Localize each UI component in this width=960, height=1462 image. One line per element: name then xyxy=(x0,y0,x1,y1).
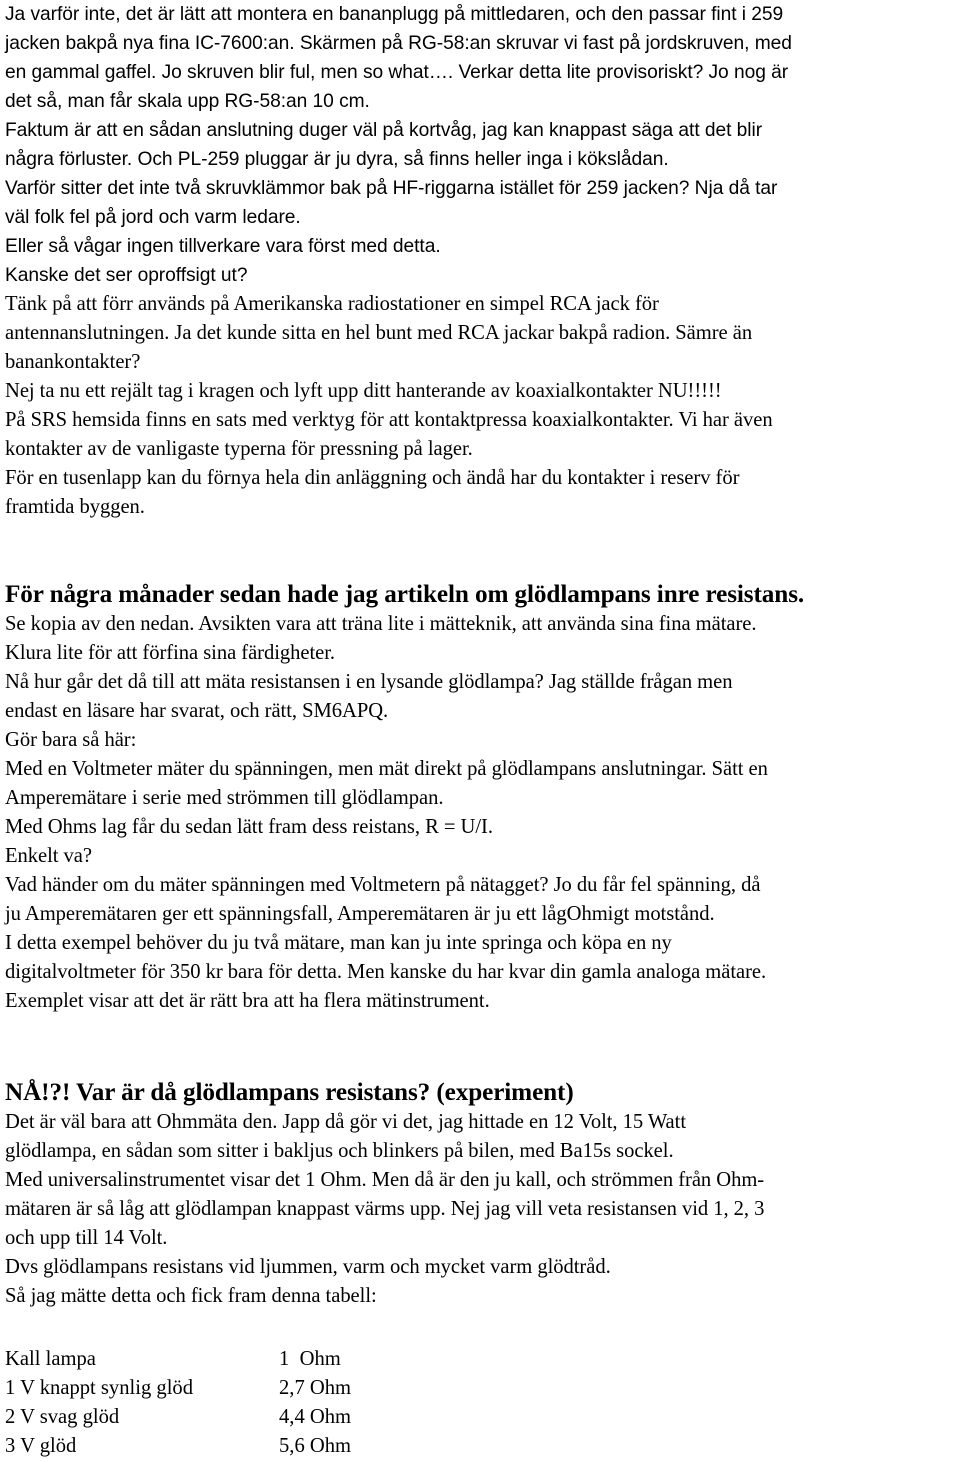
resistance-table-wrapper xyxy=(5,1345,955,1461)
table-row xyxy=(5,1374,351,1403)
intro-line: kontakter av de vanligaste typerna för pressning på lager. xyxy=(5,438,473,460)
resistance-table xyxy=(5,1345,351,1461)
section-heading: För några månader sedan hade jag artikeln om glödlampans inre resistans. xyxy=(5,581,805,608)
body-line: Dvs glödlampans resistans vid ljummen, varm och mycket varm glödtråd. xyxy=(5,1256,611,1278)
body-line: Nå hur går det då till att mäta resistansen i en lysande glödlampa? Jag ställde frågan men xyxy=(5,671,733,693)
section-heading: NÅ!?! Var är då glödlampans resistans? (experiment) xyxy=(5,1079,574,1106)
intro-line: väl folk fel på jord och varm ledare. xyxy=(5,207,301,228)
intro-section xyxy=(5,0,955,522)
condition-cell: 2 V svag glöd xyxy=(5,1406,120,1428)
body-line: Med Ohms lag får du sedan lätt fram dess reistans, R = U/I. xyxy=(5,816,493,838)
table-row xyxy=(5,1345,351,1374)
table-row xyxy=(5,1403,351,1432)
body-line: mätaren är så låg att glödlampan knappast värms upp. Nej jag vill veta resistansen vid 1, 2, 3 xyxy=(5,1198,765,1220)
intro-line: Ja varför inte, det är lätt att montera en bananplugg på mittledaren, och den passar fint i 259 xyxy=(5,4,784,25)
body-line: Exemplet visar att det är rätt bra att ha flera mätinstrument. xyxy=(5,990,490,1012)
condition-cell: Kall lampa xyxy=(5,1348,96,1370)
intro-line: några förluster. Och PL-259 pluggar är ju dyra, så finns heller inga i kökslådan. xyxy=(5,149,669,170)
resistance-cell: 1 Ohm xyxy=(279,1348,341,1370)
body-line: Så jag mätte detta och fick fram denna tabell: xyxy=(5,1285,377,1307)
body-line: endast en läsare har svarat, och rätt, SM6APQ. xyxy=(5,700,389,722)
intro-line: antennanslutningen. Ja det kunde sitta en hel bunt med RCA jackar bakpå radion. Sämre än xyxy=(5,322,753,344)
table-row xyxy=(5,1432,351,1461)
section-measurement xyxy=(5,580,955,1016)
intro-line: det så, man får skala upp RG-58:an 10 cm. xyxy=(5,91,370,112)
body-line: I detta exempel behöver du ju två mätare, man kan ju inte springa och köpa en ny xyxy=(5,932,672,954)
intro-line: För en tusenlapp kan du förnya hela din anläggning och ändå har du kontakter i reserv för xyxy=(5,467,740,489)
body-line: Vad händer om du mäter spänningen med Voltmetern på nätagget? Jo du får fel spänning, då xyxy=(5,874,761,896)
body-line: och upp till 14 Volt. xyxy=(5,1227,168,1249)
body-line: Klura lite för att förfina sina färdigheter. xyxy=(5,642,336,664)
intro-line: framtida byggen. xyxy=(5,496,145,518)
body-line: glödlampa, en sådan som sitter i bakljus och blinkers på bilen, med Ba15s sockel. xyxy=(5,1140,674,1162)
body-line: digitalvoltmeter för 350 kr bara för detta. Men kanske du har kvar din gamla analoga mätare. xyxy=(5,961,767,983)
body-line: Med en Voltmeter mäter du spänningen, men mät direkt på glödlampans anslutningar. Sätt en xyxy=(5,758,768,780)
intro-line: Tänk på att förr används på Amerikanska radiostationer en simpel RCA jack för xyxy=(5,293,659,315)
intro-line: en gammal gaffel. Jo skruven blir ful, men so what…. Verkar detta lite provisoriskt? Jo nog är xyxy=(5,62,789,83)
body-line: Amperemätare i serie med strömmen till glödlampan. xyxy=(5,787,444,809)
body-line: ju Amperemätaren ger ett spänningsfall, Amperemätaren är ju ett lågOhmigt motstånd. xyxy=(5,903,715,925)
intro-line: Varför sitter det inte två skruvklämmor bak på HF-riggarna istället för 259 jacken? Nja då tar xyxy=(5,178,778,199)
resistance-cell: 5,6 Ohm xyxy=(279,1435,352,1457)
body-line: Det är väl bara att Ohmmäta den. Japp då gör vi det, jag hittade en 12 Volt, 15 Watt xyxy=(5,1111,686,1133)
body-line: Se kopia av den nedan. Avsikten vara att träna lite i mätteknik, att använda sina fina mätare. xyxy=(5,613,757,635)
section-experiment xyxy=(5,1078,955,1311)
intro-line: jacken bakpå nya fina IC-7600:an. Skärmen på RG-58:an skruvar vi fast på jordskruven, med xyxy=(5,33,792,54)
body-line: Med universalinstrumentet visar det 1 Ohm. Men då är den ju kall, och strömmen från Ohm- xyxy=(5,1169,765,1191)
intro-line: Faktum är att en sådan anslutning duger väl på kortvåg, jag kan knappast säga att det blir xyxy=(5,120,763,141)
condition-cell: 1 V knappt synlig glöd xyxy=(5,1377,194,1399)
condition-cell: 3 V glöd xyxy=(5,1435,77,1457)
intro-line: Eller så vågar ingen tillverkare vara först med detta. xyxy=(5,236,441,257)
body-line: Enkelt va? xyxy=(5,845,92,867)
resistance-cell: 2,7 Ohm xyxy=(279,1377,352,1399)
intro-line: Nej ta nu ett rejält tag i kragen och lyft upp ditt hanterande av koaxialkontakter NU!!!!! xyxy=(5,380,722,402)
intro-line: banankontakter? xyxy=(5,351,141,373)
resistance-cell: 4,4 Ohm xyxy=(279,1406,352,1428)
body-line: Gör bara så här: xyxy=(5,729,137,751)
intro-line: På SRS hemsida finns en sats med verktyg för att kontaktpressa koaxialkontakter. Vi har även xyxy=(5,409,773,431)
intro-line: Kanske det ser oproffsigt ut? xyxy=(5,265,248,286)
